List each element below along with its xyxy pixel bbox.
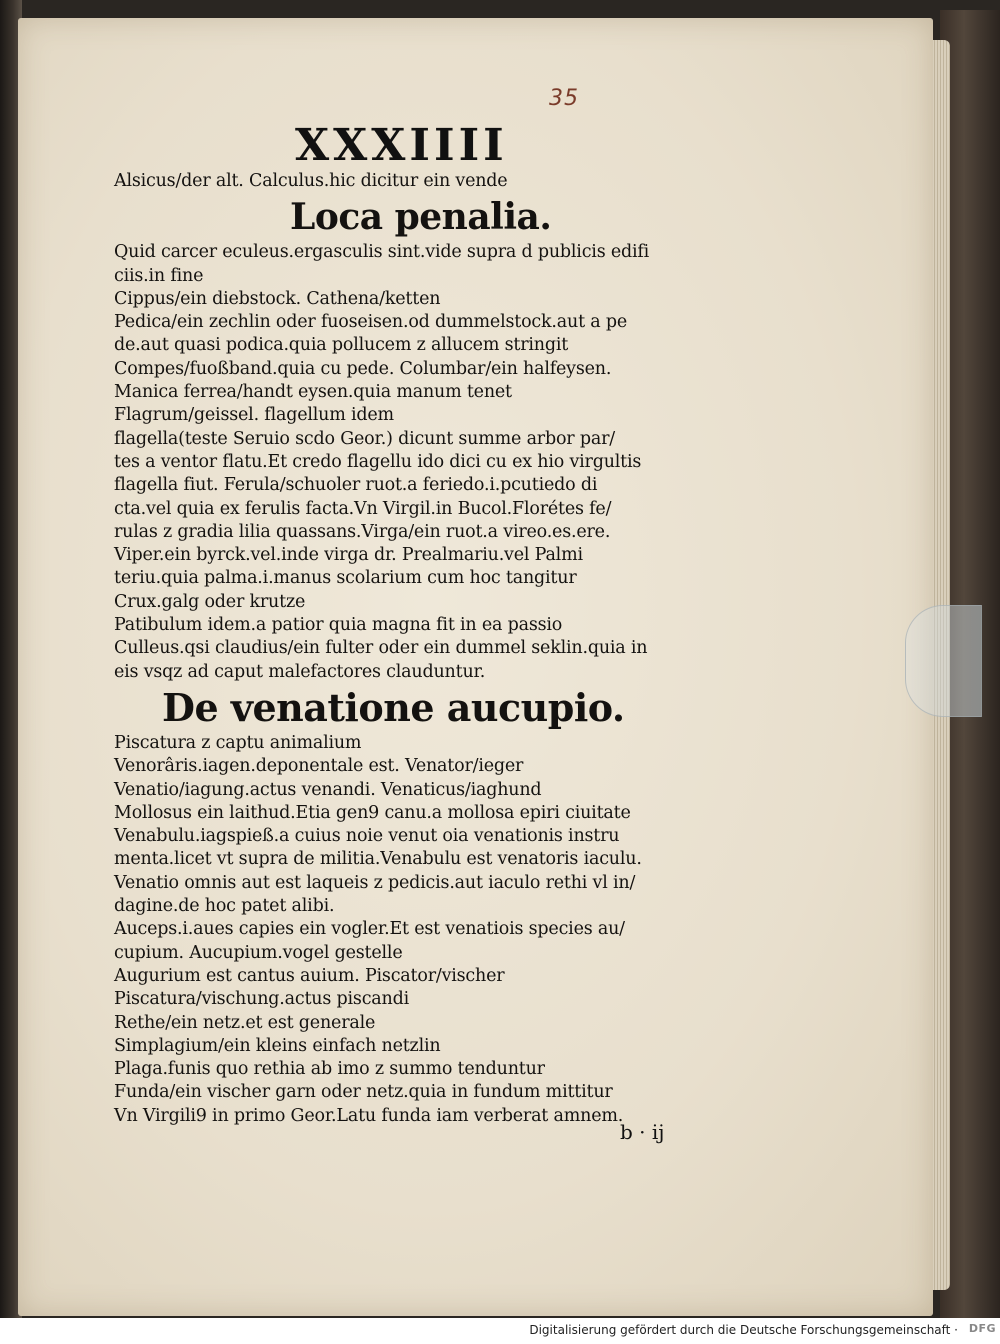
text-line: Crux.galg oder krutze — [114, 591, 306, 612]
text-line: Plaga.funis quo rethia ab imo z summo tenduntur — [114, 1059, 545, 1080]
text-line: Cippus/ein diebstock. Cathena/ketten — [114, 288, 441, 309]
text-line: Patibulum idem.a patior quia magna fit in ea passio — [114, 615, 563, 636]
text-line: eis vsqz ad caput malefactores clauduntur. — [114, 661, 486, 682]
text-line: tes a ventor flatu.Et credo flagellu ido dici cu ex hio virgultis — [114, 451, 642, 472]
text-line: Simplagium/ein kleins einfach netzlin — [114, 1035, 441, 1056]
text-line: Venorâris.iagen.deponentale est. Venator/ieger — [114, 756, 524, 777]
text-line: flagella fiut. Ferula/schuoler ruot.a feriedo.i.pcutiedo di — [114, 475, 598, 496]
text-line: Piscatura/vischung.actus piscandi — [114, 989, 409, 1010]
text-line: de.aut quasi podica.quia pollucem z allucem stringit — [114, 335, 569, 356]
text-line: Mollosus ein laithud.Etia gen9 canu.a mollosa epiri ciuitate — [114, 802, 631, 823]
text-line: Compes/fuoßband.quia cu pede. Columbar/ein halfeysen. — [114, 358, 612, 379]
text-line: flagella(teste Seruio scdo Geor.) dicunt summe arbor par/ — [114, 428, 615, 449]
text-line: Rethe/ein netz.et est generale — [114, 1012, 376, 1033]
text-block — [114, 170, 734, 1128]
page-clip — [905, 605, 982, 717]
text-line: cupium. Aucupium.vogel gestelle — [114, 942, 403, 963]
handwritten-folio-number: 35 — [549, 86, 579, 111]
text-line: Augurium est cantus auium. Piscator/vischer — [114, 965, 505, 986]
text-line: dagine.de hoc patet alibi. — [114, 896, 335, 917]
section-heading: Loca penalia. — [290, 196, 552, 239]
text-line: cta.vel quia ex ferulis facta.Vn Virgil.in Bucol.Florétes fe/ — [114, 498, 612, 519]
text-line: Venatio omnis aut est laqueis z pedicis.aut iaculo rethi vl in/ — [114, 872, 636, 893]
text-line: Venatio/iagung.actus venandi. Venaticus/iaghund — [114, 779, 542, 800]
text-line: Vn Virgili9 in primo Geor.Latu funda iam verberat amnem. — [114, 1105, 624, 1126]
text-line: Quid carcer eculeus.ergasculis sint.vide supra d publicis edifi — [114, 242, 650, 263]
section-heading: De venatione aucupio. — [162, 684, 625, 730]
printed-folio-number: XXXIIII — [295, 120, 508, 171]
text-line: Viper.ein byrck.vel.inde virga dr. Prealmariu.vel Palmi — [114, 545, 583, 566]
signature-mark: b · ij — [620, 1120, 665, 1144]
dfg-logo: DFG — [968, 1322, 996, 1335]
text-line: Venabulu.iagspieß.a cuius noie venut oia venationis instru — [114, 826, 620, 847]
text-line: Flagrum/geissel. flagellum idem — [114, 405, 394, 426]
funding-credit: Digitalisierung gefördert durch die Deutsche Forschungsgemeinschaft · — [529, 1323, 958, 1337]
footer-bar — [0, 1318, 1000, 1344]
text-line: menta.licet vt supra de militia.Venabulu est venatoris iaculu. — [114, 849, 642, 870]
text-line: Piscatura z captu animalium — [114, 732, 362, 753]
text-line: Culleus.qsi claudius/ein fulter oder ein dummel seklin.quia in — [114, 638, 648, 659]
text-line: Manica ferrea/handt eysen.quia manum tenet — [114, 382, 512, 403]
text-line: ciis.in fine — [114, 265, 204, 286]
text-line: Pedica/ein zechlin oder fuoseisen.od dummelstock.aut a pe — [114, 312, 628, 333]
text-line: Alsicus/der alt. Calculus.hic dicitur ein vende — [114, 171, 508, 191]
text-line: teriu.quia palma.i.manus scolarium cum hoc tangitur — [114, 568, 577, 589]
text-line: rulas z gradia lilia quassans.Virga/ein ruot.a vireo.es.ere. — [114, 521, 611, 542]
text-line: Auceps.i.aues capies ein vogler.Et est venatiois species au/ — [114, 919, 625, 940]
text-line: Funda/ein vischer garn oder netz.quia in fundum mittitur — [114, 1082, 613, 1103]
